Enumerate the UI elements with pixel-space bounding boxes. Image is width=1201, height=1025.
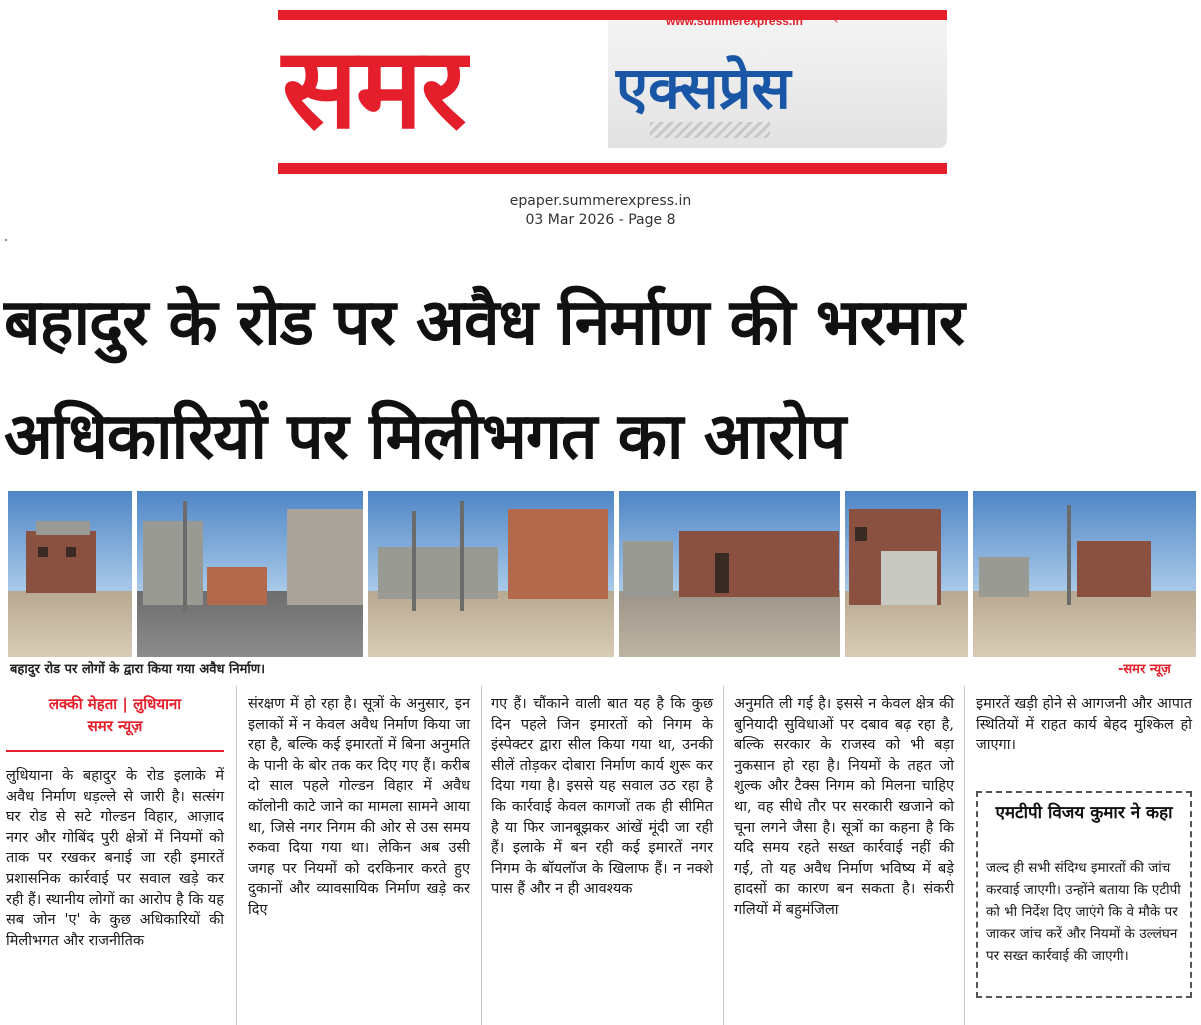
masthead-top-bar [278, 10, 947, 20]
cursor-arrow-icon: ↖ [830, 13, 840, 26]
column-divider [723, 686, 724, 1025]
byline-author: लक्की मेहता | लुधियाना [48, 695, 182, 713]
photo-credit: -समर न्यूज़ [1118, 662, 1171, 677]
article-column-3 [491, 694, 713, 900]
headline-line-2: अधिकारियों पर मिलीभगत का आरोप [4, 400, 846, 474]
masthead-website-link[interactable]: www.summerexpress.in [666, 14, 803, 28]
quote-box [976, 791, 1192, 998]
headline-line-1: बहादुर के रोड पर अवैध निर्माण की भरमार [4, 286, 964, 360]
article-text-1: लुधियाना के बहादुर के रोड इलाके में अवैध निर्माण धड़ल्ले से जारी है। सत्संग घर रोड से सटे गोल्डन विहार, आज़ाद नगर और गोबिंद पुरी क्षेत्रों में नियमों को ताक पर रखकर बनाई जा रही इमारतें प्रशासनिक कार्रवाई पर सवाल खड़े कर रही हैं। स्थानीय लोगों का आरोप है कि यह सब जोन 'ए' के कुछ अधिकारियों की मिलीभगत और राजनीतिक [6, 768, 224, 949]
masthead-logo-blue: एक्सप्रेस [616, 54, 791, 122]
byline-agency: समर न्यूज़ [87, 717, 143, 735]
article-column-1 [6, 766, 224, 951]
photo-6 [973, 491, 1196, 657]
margin-mark [5, 239, 7, 241]
photo-4 [619, 491, 840, 657]
byline-rule [6, 750, 224, 752]
article-text-2: संरक्षण में हो रहा है। सूत्रों के अनुसार, इन इलाकों में न केवल अवैध निर्माण किया जा रहा है, बल्कि कई इमारतों में बिना अनुमति के पानी के बोर तक कर दिए गए हैं। करीब दो साल पहले गोल्डन विहार में अवैध कॉलोनी काटे जाने का मामला सामने आया था, जिसे नगर निगम की ओर से उस समय रुकवा दिया गया था। लेकिन अब उसी जगह पर नियमों को दरकिनार करते हुए दुकानों और व्यावसायिक निर्माण खड़े कर दिए [248, 696, 470, 918]
photo-1 [8, 491, 132, 657]
article-text-5: इमारतें खड़ी होने से आगजनी और आपात स्थितियों में राहत कार्य बेहद मुश्किल हो जाएगा। [976, 696, 1192, 754]
masthead-logo-red: समर [282, 24, 465, 154]
column-divider [481, 686, 482, 1025]
quote-box-body: जल्द ही सभी संदिग्ध इमारतों की जांच करवाई जाएगी। उन्होंने बताया कि एटीपी को भी निर्देश दिए जाएंगे कि वे मौके पर जाकर जांच करें और नियमों के उल्लंघन पर सख्त कार्रवाई की जाएगी। [986, 860, 1181, 964]
column-divider [964, 686, 965, 1025]
column-divider [236, 686, 237, 1025]
photo-caption: बहादुर रोड पर लोगों के द्वारा किया गया अवैध निर्माण। [10, 662, 266, 677]
article-column-2 [248, 694, 470, 921]
photo-2 [137, 491, 363, 657]
article-text-3: गए हैं। चौंकाने वाली बात यह है कि कुछ दिन पहले जिन इमारतों को निगम के इंस्पेक्टर द्वारा सील किया गया था, उनकी सीलें तोड़कर दोबारा निर्माण कार्य शुरू कर दिया गया है। इससे यह सवाल उठ रहा है कि कार्रवाई केवल कागजों तक ही सीमित है या फिर जानबूझकर आंखें मूंदी जा रही हैं। इलाके में बन रही कई इमारतें नगर निगम के बॉयलॉज के खिलाफ हैं। न नक्शे पास हैं और न ही आवश्यक [491, 696, 713, 898]
photo-5 [845, 491, 968, 657]
article-column-4 [734, 694, 954, 921]
edition-date-page: 03 Mar 2026 - Page 8 [525, 212, 676, 228]
article-text-4: अनुमति ली गई है। इससे न केवल क्षेत्र की बुनियादी सुविधाओं पर दबाव बढ़ रहा है, बल्कि सरकार के राजस्व को भी बड़ा नुकसान हो रहा है। नियमों के तहत जो शुल्क और टैक्स निगम को मिलना चाहिए था, वह सीधे तौर पर सरकारी खजाने को चूना लगने जैसा है। सूत्रों का कहना है कि यदि समय रहते सख्त कार्रवाई नहीं की गई, तो यह अवैध निर्माण भविष्य में बड़े हादसों का कारण बन सकता है। संकरी गलियों में बहुमंजिला [734, 696, 954, 918]
masthead [278, 10, 947, 174]
masthead-bottom-bar [278, 163, 947, 174]
masthead-stripes [650, 122, 770, 138]
epaper-url[interactable]: epaper.summerexpress.in [509, 193, 692, 209]
quote-box-title: एमटीपी विजय कुमार ने कहा [995, 803, 1173, 823]
photo-3 [368, 491, 614, 657]
article-column-5 [976, 694, 1192, 756]
